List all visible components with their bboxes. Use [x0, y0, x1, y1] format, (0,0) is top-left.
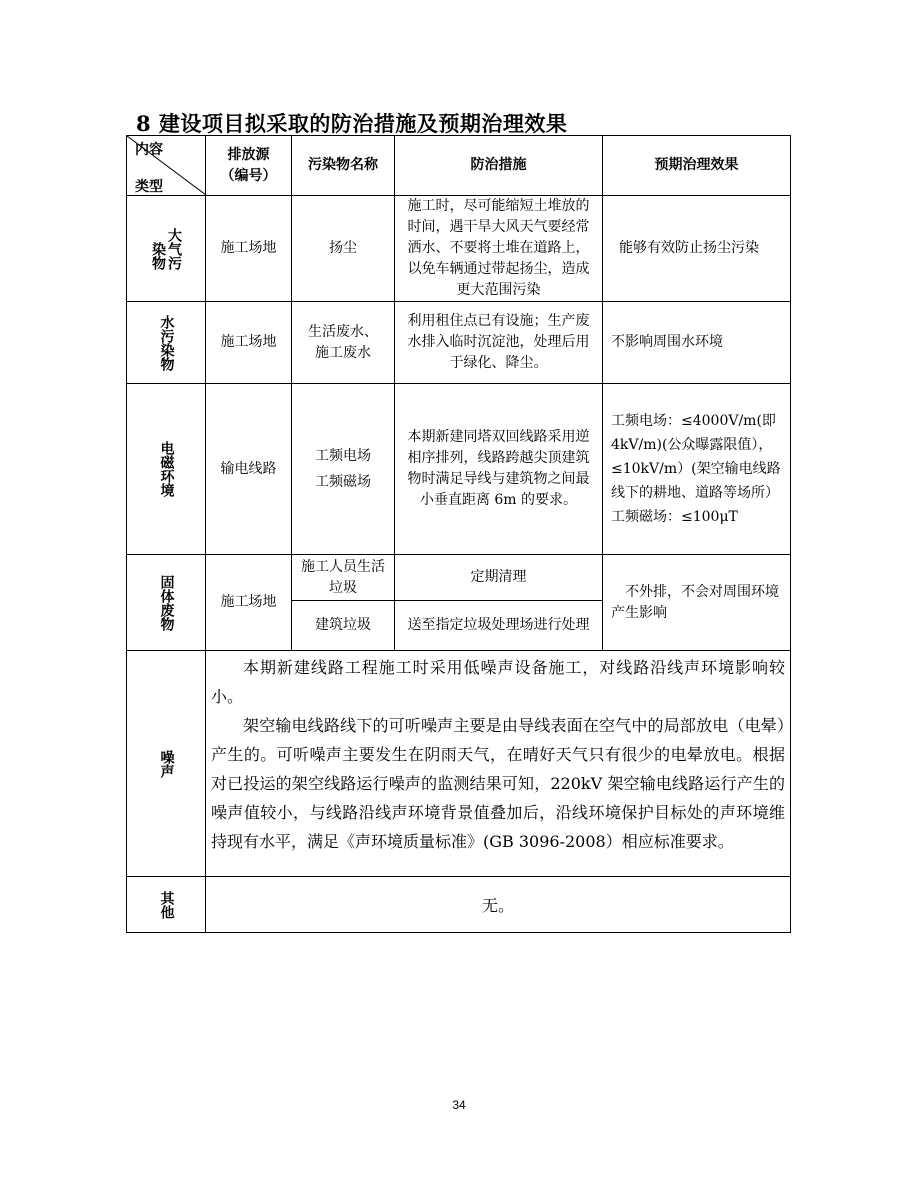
header-measures: 防治措施 — [470, 157, 527, 173]
water-effect: 不影响周围水环境 — [611, 334, 723, 350]
air-measures: 施工时，尽可能缩短土堆放的时间，遇干旱大风天气要经常洒水、不要将土堆在道路上，以免车辆通过带起扬尘，造成更大范围污染 — [407, 198, 590, 298]
header-source: 排放源 （编号） — [220, 146, 277, 184]
type-water-label: 水污染物 — [158, 314, 175, 371]
type-emf-label: 电磁环境 — [158, 441, 175, 497]
solid-pollutant-construction: 建筑垃圾 — [315, 617, 371, 633]
solid-source: 施工场地 — [220, 594, 277, 610]
noise-paragraph-2: 架空输电线路线下的可听噪声主要是由导线表面在空气中的局部放电（电晕）产生的。可听噪声主要发生在阴雨天气，在晴好天气只有很少的电晕放电。根据对已投运的架空线路运行噪声的监测结果可知，220kV 架空输电线路运行产生的噪声值较小，与线路沿线声环境背景值叠加后，沿线环境保护目标处的声环境维持现有水平，满足《声环境质量标准》(GB 3096-2008）相应标准要求。 — [211, 716, 785, 851]
header-effect: 预期治理效果 — [654, 157, 739, 173]
header-corner-content: 内容 — [135, 142, 163, 158]
type-water — [127, 302, 205, 383]
water-source: 施工场地 — [220, 334, 277, 350]
emf-pollutants — [292, 384, 394, 554]
emf-measures: 本期新建同塔双回线路采用逆相序排列，线路跨越尖顶建筑物时满足导线与建筑物之间最小垂直距离 6m 的要求。 — [407, 429, 590, 508]
type-other-label: 其他 — [158, 891, 175, 919]
type-noise — [127, 651, 205, 876]
emf-effect: 工频电场：≤4000V/m(即 4kV/m)(公众曝露限值），≤10kV/m）(架空输电线路线下的耕地、道路等场所）工频磁场：≤100μT — [611, 413, 781, 525]
water-measures: 利用租住点已有设施；生产废水排入临时沉淀池，处理后用于绿化、降尘。 — [407, 313, 590, 371]
header-corner-type: 类型 — [135, 179, 163, 195]
solid-measures-construction: 送至指定垃圾处理场进行处理 — [407, 617, 590, 633]
air-pollutant: 扬尘 — [329, 240, 357, 256]
air-source: 施工场地 — [220, 240, 277, 256]
emf-pollutant-magnetic: 工频磁场 — [315, 474, 371, 490]
solid-measures-domestic: 定期清理 — [470, 569, 527, 585]
type-air-part-a: 大气污 — [166, 227, 182, 270]
emf-source: 输电线路 — [220, 460, 277, 477]
type-noise-label: 噪声 — [158, 749, 175, 778]
emf-pollutant-electric: 工频电场 — [315, 448, 371, 464]
type-air — [127, 196, 205, 301]
type-solid-label: 固体废物 — [158, 574, 175, 631]
air-effect: 能够有效防止扬尘污染 — [619, 240, 759, 256]
solid-pollutant-domestic: 施工人员生活垃圾 — [301, 558, 385, 596]
type-emf — [127, 384, 205, 554]
page-number: 34 — [452, 1098, 466, 1112]
section-title: 8 建设项目拟采取的防治措施及预期治理效果 — [136, 111, 568, 136]
type-solid — [127, 555, 205, 650]
header-pollutant: 污染物名称 — [308, 157, 378, 173]
measures-table — [126, 135, 791, 933]
row-divider — [127, 650, 790, 651]
other-content: 无。 — [481, 895, 514, 915]
type-other — [127, 877, 205, 933]
water-pollutant: 生活废水、施工废水 — [308, 323, 378, 361]
noise-content — [211, 653, 785, 856]
noise-paragraph-1: 本期新建线路工程施工时采用低噪声设备施工，对线路沿线声环境影响较小。 — [211, 658, 785, 706]
solid-effect: 不外排，不会对周围环境产生影响 — [611, 583, 779, 621]
type-air-part-b: 染物 — [150, 241, 166, 270]
